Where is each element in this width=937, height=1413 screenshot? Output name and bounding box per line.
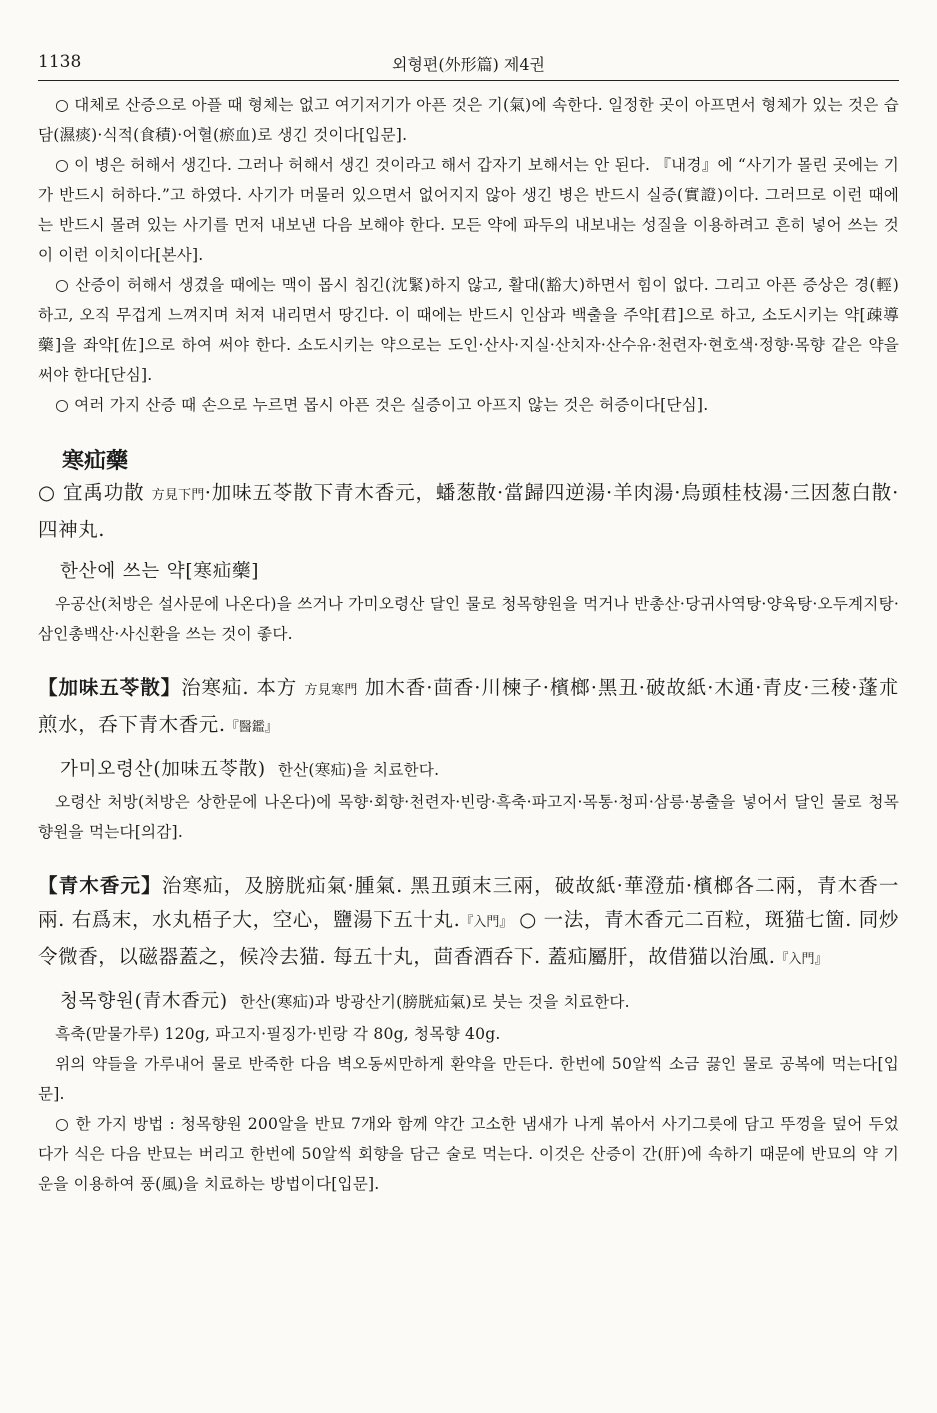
page-header xyxy=(38,52,899,81)
formula2-kr-line-1: 흑축(맏물가루) 120g, 파고지·필징가·빈랑 각 80g, 청목향 40g. xyxy=(55,1025,501,1043)
formula2-kr-line-3: ○ 한 가지 방법 : 청목향원 200알을 반묘 7개와 함께 약간 고소한 냄새가 나게 볶아서 사기그릇에 담고 뚜껑을 덮어 두었다가 식은 다음 반묘는 버리고 한번에 50알씩 회향을 담근 술로 먹는다. 이것은 산증이 간(肝)에 속하기 때문에 반묘의 약 기운을 이용하여 풍(風)을 치료하는 방법이다[입문]. xyxy=(38,1115,899,1193)
section-title: 寒疝藥 xyxy=(62,448,129,474)
han-list-kr-title: 한산에 쓰는 약[寒疝藥] xyxy=(60,561,260,582)
formula-jiawei-wuling-san: 【加味五苓散】治寒疝. 本方 方見寒門 加木香·茴香·川楝子·檳榔·黑丑·破故紙·木通·青皮·三稜·蓬朮煎水，呑下青木香元.『醫鑑』 xyxy=(38,676,899,736)
source-citation: 『醫鑑』 xyxy=(225,720,278,735)
page-body xyxy=(38,90,899,1199)
formula-qingmuxiang-yuan: 【青木香元】治寒疝，及膀胱疝氣·腫氣. 黑丑頭末三兩，破故紙·華澄茄·檳榔各二兩，青木香一兩. 右爲末，水丸梧子大，空心，鹽湯下五十丸.『入門』 ○ 一法，青木香元二百粒，斑猫七箇. 同炒令微香，以磁器蓋之，候冷去猫. 每五十丸，茴香酒呑下. 蓋疝屬肝，故借猫以治風.『入門』 xyxy=(38,874,899,968)
source-note: 方見下門 xyxy=(151,488,205,503)
running-title: 외형편(外形篇) 제4권 xyxy=(391,55,546,74)
classical-han-list: ○ 宜禹功散 方見下門·加味五苓散下青木香元，蟠葱散·當歸四逆湯·羊肉湯·烏頭桂枝湯·三因葱白散·四神丸. xyxy=(38,481,899,541)
formula2-kr-line-2: 위의 약들을 가루내어 물로 반죽한 다음 벽오동씨만하게 환약을 만든다. 한번에 50알씩 소금 끓인 물로 공복에 먹는다[입문]. xyxy=(38,1055,899,1103)
source-note: 方見寒門 xyxy=(304,683,358,698)
paragraph-intro-1: ○ 대체로 산증으로 아플 때 형체는 없고 여기저기가 아픈 것은 기(氣)에 속한다. 일정한 곳이 아프면서 형체가 있는 것은 습담(濕痰)·식적(食積)·어혈(瘀血)로 생긴 것이다[입문]. xyxy=(38,96,899,144)
formula1-kr-text: 오령산 처방(처방은 상한문에 나온다)에 목향·회향·천련자·빈랑·흑축·파고지·목통·청피·삼릉·봉출을 넣어서 달인 물로 청목향원을 먹는다[의감]. xyxy=(38,793,899,841)
formula1-kr-title: 가미오령산(加味五苓散) 한산(寒疝)을 치료한다. xyxy=(60,759,440,780)
formula-head: 【青木香元】 xyxy=(38,874,162,897)
paragraph-intro-2: ○ 이 병은 허해서 생긴다. 그러나 허해서 생긴 것이라고 해서 갑자기 보해서는 안 된다. 『내경』에 “사기가 몰린 곳에는 기가 반드시 허하다.”고 하였다. 사기가 머물러 있으면서 없어지지 않아 생긴 병은 반드시 실증(實證)이다. 그러므로 이런 때에는 반드시 몰려 있는 사기를 먼저 내보낸 다음 보해야 한다. 모든 약에 파두의 내보내는 성질을 이용하려고 흔히 넣어 쓰는 것이 이런 이치이다[본사]. xyxy=(38,156,899,264)
source-citation: 『入門』 xyxy=(460,915,513,930)
page-number: 1138 xyxy=(38,52,82,72)
source-citation: 『入門』 xyxy=(775,952,828,967)
han-list-kr-text: 우공산(처방은 설사문에 나온다)을 쓰거나 가미오령산 달인 물로 청목향원을 먹거나 반총산·당귀사역탕·양육탕·오두계지탕·삼인총백산·사신환을 쓰는 것이 좋다. xyxy=(38,595,899,643)
paragraph-intro-3: ○ 산증이 허해서 생겼을 때에는 맥이 몹시 침긴(沈緊)하지 않고, 활대(豁大)하면서 힘이 없다. 그리고 아픈 증상은 경(輕)하고, 오직 무겁게 느껴지며 처져 내리면서 땅긴다. 이 때에는 반드시 인삼과 백출을 주약[君]으로 하고, 소도시키는 약[疎導藥]을 좌약[佐]으로 하여 써야 한다. 소도시키는 약으로는 도인·산사·지실·산치자·산수유·천련자·현호색·정향·목향 같은 약을 써야 한다[단심]. xyxy=(38,276,899,384)
formula-head: 【加味五苓散】 xyxy=(38,676,182,699)
formula2-kr-title: 청목향원(青木香元) 한산(寒疝)과 방광산기(膀胱疝氣)로 붓는 것을 치료한다. xyxy=(60,991,630,1012)
paragraph-intro-4: ○ 여러 가지 산증 때 손으로 누르면 몹시 아픈 것은 실증이고 아프지 않는 것은 허증이다[단심]. xyxy=(55,396,709,414)
